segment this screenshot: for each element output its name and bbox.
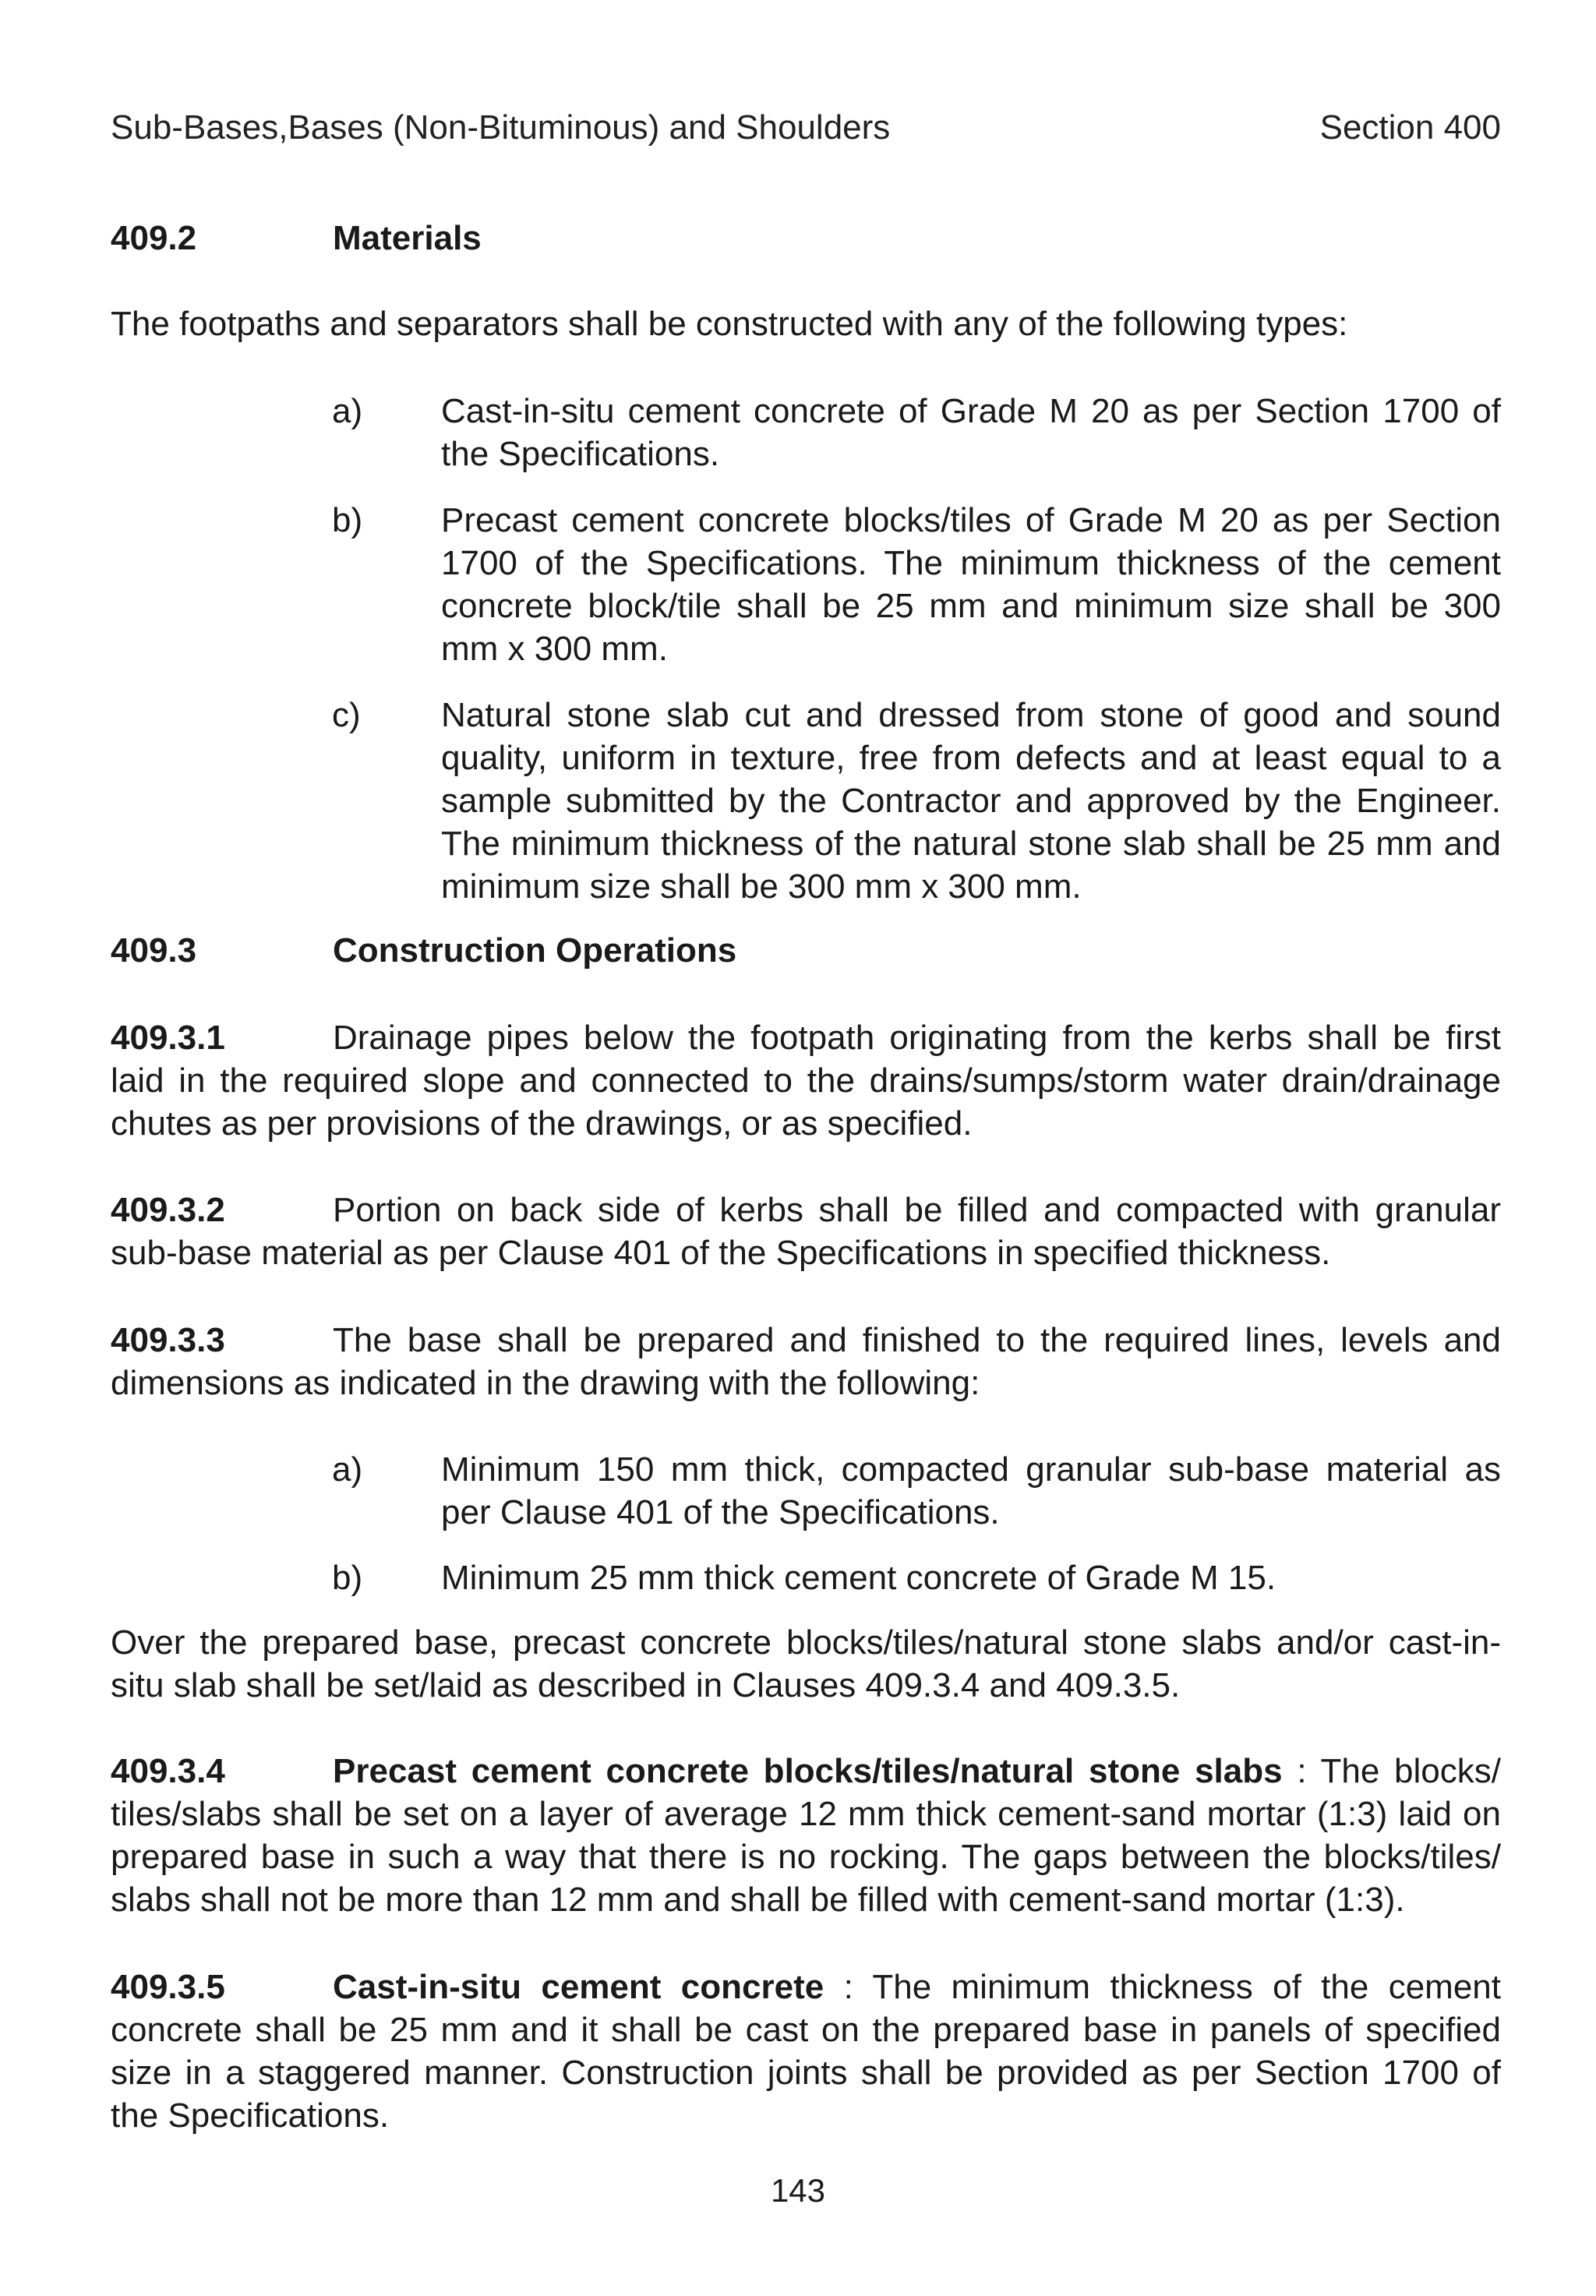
clause-text: : The blocks/ tiles/slabs shall be set on a layer of average 12 mm thick cement-sand mortar (1:3) laid on prepared base in such a way that there is no rocking. The gaps between the blocks/tiles/ slabs shall not be more than 12 mm and shall be filled with cement-sand mortar (1:3). bbox=[111, 1752, 1501, 1919]
section-heading-409-3 bbox=[111, 929, 736, 972]
materials-intro: The footpaths and separators shall be constructed with any of the following types: bbox=[111, 305, 1348, 343]
running-header-title: Sub-Bases,Bases (Non-Bituminous) and Shoulders bbox=[111, 108, 891, 147]
clause-409-3-3-after: Over the prepared base, precast concrete blocks/tiles/natural stone slabs and/or cast-in-situ slab shall be set/laid as described in Clauses 409.3.4 and 409.3.5. bbox=[111, 1623, 1501, 1704]
clause-number: 409.3.2 bbox=[111, 1191, 225, 1229]
page-number: 143 bbox=[770, 2172, 826, 2209]
list-item-label: c) bbox=[332, 696, 361, 734]
clause-409-3-4 bbox=[111, 1750, 1501, 1921]
list-item-label: a) bbox=[332, 392, 363, 430]
section-heading-409-2 bbox=[111, 217, 482, 260]
list-item-label: b) bbox=[332, 1559, 363, 1597]
clause-text: Drainage pipes below the footpath originating from the kerbs shall be first laid in the required slope and connected to the drains/sumps/storm water drain/drainage chutes as per provisions of the drawings, or as specified. bbox=[111, 1019, 1501, 1143]
clause-text: : The minimum thickness of the cement concrete shall be 25 mm and it shall be cast on the prepared base in panels of specified size in a staggered manner. Construction joints shall be provided as per Section 1700 of the Specifications. bbox=[111, 1968, 1501, 2135]
list-item-text: Natural stone slab cut and dressed from stone of good and sound quality, uniform in texture, free from defects and at least equal to a sample submitted by the Contractor and approved by the Engineer. The minimum thickness of the natural stone slab shall be 25 mm and minimum size shall be 300 mm x 300 mm. bbox=[441, 696, 1501, 906]
section-title: Materials bbox=[333, 219, 482, 257]
section-number: 409.2 bbox=[111, 219, 197, 257]
list-item-label: b) bbox=[332, 501, 363, 539]
clause-409-3-3 bbox=[111, 1319, 1501, 1404]
list-item-label: a) bbox=[332, 1450, 363, 1489]
clause-number: 409.3.4 bbox=[111, 1752, 225, 1790]
section-title: Construction Operations bbox=[333, 931, 737, 970]
clause-text: Portion on back side of kerbs shall be filled and compacted with granular sub-base material as per Clause 401 of the Specifications in specified thickness. bbox=[111, 1191, 1501, 1272]
clause-text: The base shall be prepared and finished to the required lines, levels and dimensions as indicated in the drawing with the following: bbox=[111, 1321, 1501, 1402]
clause-409-3-1 bbox=[111, 1016, 1501, 1145]
clause-number: 409.3.5 bbox=[111, 1968, 225, 2006]
clause-409-3-2 bbox=[111, 1189, 1501, 1274]
running-header-section: Section 400 bbox=[1319, 108, 1501, 147]
list-item-text: Cast-in-situ cement concrete of Grade M 20 as per Section 1700 of the Specifications. bbox=[441, 392, 1501, 473]
clause-number: 409.3.1 bbox=[111, 1019, 225, 1057]
section-number: 409.3 bbox=[111, 931, 197, 970]
list-item-text: Precast cement concrete blocks/tiles of Grade M 20 as per Section 1700 of the Specifications. The minimum thickness of the cement concrete block/tile shall be 25 mm and minimum size shall be 300 mm x 300 mm. bbox=[441, 501, 1501, 668]
list-item-text: Minimum 150 mm thick, compacted granular sub-base material as per Clause 401 of the Specifications. bbox=[441, 1450, 1501, 1531]
list-item-text: Minimum 25 mm thick cement concrete of Grade M 15. bbox=[441, 1559, 1276, 1597]
clause-bold-title: Precast cement concrete blocks/tiles/natural stone slabs bbox=[333, 1752, 1283, 1790]
clause-number: 409.3.3 bbox=[111, 1321, 225, 1359]
clause-bold-title: Cast-in-situ cement concrete bbox=[333, 1968, 824, 2006]
clause-409-3-5 bbox=[111, 1966, 1501, 2137]
